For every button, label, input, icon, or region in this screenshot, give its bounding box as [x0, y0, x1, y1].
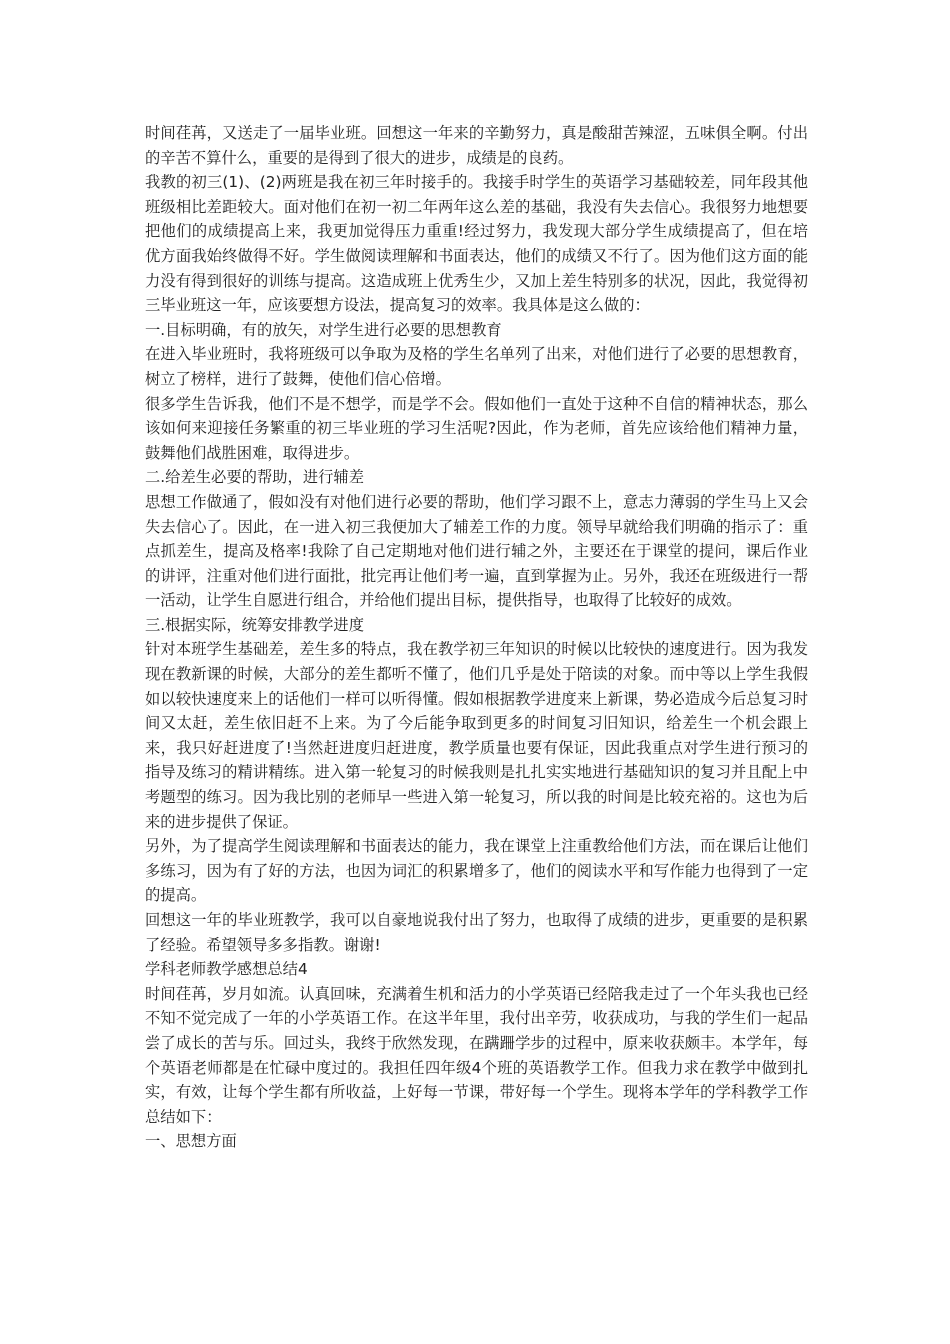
paragraph-intro: 时间荏苒，又送走了一届毕业班。回想这一年来的辛勤努力，真是酸甜苦辣涩，五味俱全啊。付出的辛苦不算什么，重要的是得到了很大的进步，成绩是的良药。 — [145, 124, 808, 167]
paragraph-reflection: 回想这一年的毕业班教学，我可以自豪地说我付出了努力，也取得了成绩的进步，更重要的是积累了经验。希望领导多多指教。谢谢! — [145, 911, 808, 954]
paragraph-progress-plan: 针对本班学生基础差，差生多的特点，我在教学初三年知识的时候以比较快的速度进行。因为我发现在教新课的时候，大部分的差生都听不懂了，他们几乎是处于陪读的对象。而中等以上学生我假如以较快速度来上的话他们一样可以听得懂。假如根据教学进度来上新课，势必造成今后总复习时间又太赶，差生依旧赶不上来。为了今后能争取到更多的时间复习旧知识，给差生一个机会跟上来，我只好赶进度了!当然赶进度归赶进度，教学质量也要有保证，因此我重点对学生进行预习的指导及练习的精讲精练。进入第一轮复习的时候我则是扎扎实实地进行基础知识的复习并且配上中考题型的练习。因为我比别的老师早一些进入第一轮复习，所以我的时间是比较充裕的。这也为后来的进步提供了保证。 — [145, 640, 808, 831]
section-heading-thought: 一、思想方面 — [145, 1132, 237, 1151]
section-heading-2: 二.给差生必要的帮助，进行辅差 — [145, 468, 365, 487]
paragraph-reading-writing: 另外，为了提高学生阅读理解和书面表达的能力，我在课堂上注重教给他们方法，而在课后让他们多练习，因为有了好的方法，也因为词汇的积累增多了，他们的阅读水平和写作能力也得到了一定的提高。 — [145, 837, 808, 905]
paragraph-goal: 在进入毕业班时，我将班级可以争取为及格的学生名单列了出来，对他们进行了必要的思想教育，树立了榜样，进行了鼓舞，使他们信心倍增。 — [145, 345, 808, 388]
section-heading-1: 一.目标明确，有的放矢，对学生进行必要的思想教育 — [145, 320, 502, 339]
paragraph-class-background: 我教的初三(1)、(2)两班是我在初三年时接手的。我接手时学生的英语学习基础较差，同年段其他班级相比差距较大。面对他们在初一初二年两年这么差的基础，我没有失去信心。我很努力地想要把他们的成绩提高上来，我更加觉得压力重重!经过努力，我发现大部分学生成绩提高了，但在培优方面我始终做得不好。学生做阅读理解和书面表达，他们的成绩又不行了。因为他们这方面的能力没有得到很好的训练与提高。这造成班上优秀生少，又加上差生特别多的状况，因此，我觉得初三毕业班这一年，应该要想方设法，提高复习的效率。我具体是这么做的： — [145, 173, 808, 315]
paragraph-tutoring: 思想工作做通了，假如没有对他们进行必要的帮助，他们学习跟不上，意志力薄弱的学生马上又会失去信心了。因此，在一进入初三我便加大了辅差工作的力度。领导早就给我们明确的指示了：重点抓差生，提高及格率!我除了自己定期地对他们进行辅之外，主要还在于课堂的提问，课后作业的讲评，注重对他们进行面批，批完再让他们考一遍，直到掌握为止。另外，我还在班级进行一帮一活动，让学生自愿进行组合，并给他们提出目标，提供指导，也取得了比较好的成效。 — [145, 492, 808, 610]
section-heading-3: 三.根据实际，统筹安排教学进度 — [145, 615, 365, 634]
document-body — [145, 121, 808, 1154]
article-title-4: 学科老师教学感想总结4 — [145, 960, 308, 979]
paragraph-summary-intro: 时间荏苒，岁月如流。认真回味，充满着生机和活力的小学英语已经陪我走过了一个年头我也已经不知不觉完成了一年的小学英语工作。在这半年里，我付出辛劳，收获成功，与我的学生们一起品尝了成长的苦与乐。回过头，我终于欣然发现，在蹒跚学步的过程中，原来收获颇丰。本学年，每个英语老师都是在忙碌中度过的。我担任四年级4个班的英语教学工作。但我力求在教学中做到扎实，有效，让每个学生都有所收益，上好每一节课，带好每一个学生。现将本学年的学科教学工作总结如下： — [145, 984, 808, 1126]
paragraph-students-feedback: 很多学生告诉我，他们不是不想学，而是学不会。假如他们一直处于这种不自信的精神状态，那么该如何来迎接任务繁重的初三毕业班的学习生活呢?因此，作为老师，首先应该给他们精神力量，鼓舞他们战胜困难，取得进步。 — [145, 394, 808, 462]
